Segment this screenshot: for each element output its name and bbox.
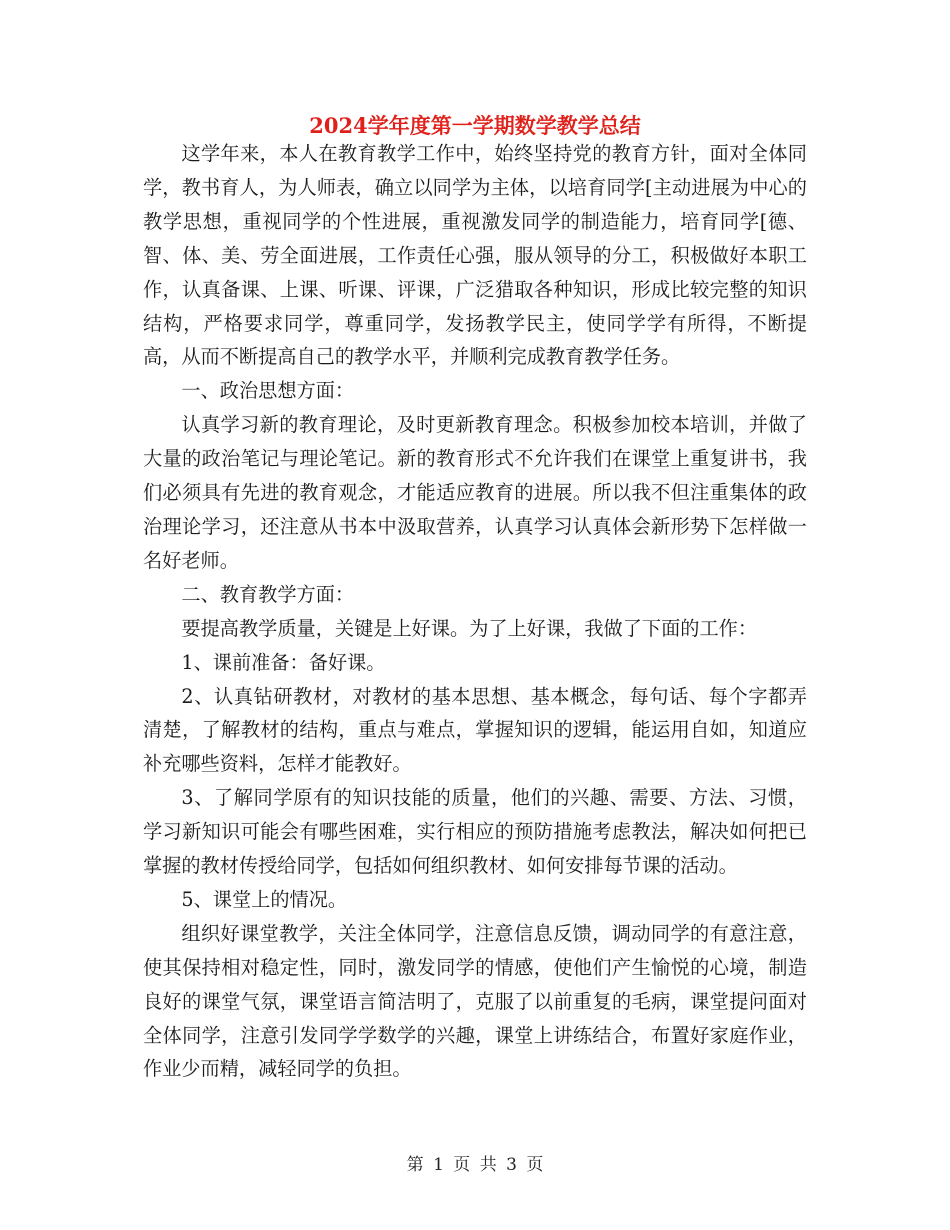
list-item-3: 3、了解同学原有的知识技能的质量，他们的兴趣、需要、方法、习惯，学习新知识可能会有哪些困难，实行相应的预防措施考虑教法，解决如何把已掌握的教材传授给同学，包括如何组织教材、如何安排每节课的活动。 [143, 786, 807, 878]
paragraph-politics: 认真学习新的教育理论，及时更新教育理念。积极参加校本培训，并做了大量的政治笔记与理论笔记。新的教育形式不允许我们在课堂上重复讲书，我们必须具有先进的教育观念，才能适应教育的进展。所以我不但注重集体的政治理论学习，还注意从书本中汲取营养，认真学习认真体会新形势下怎样做一名好老师。 [143, 413, 807, 572]
list-item-1: 1、课前准备：备好课。 [181, 650, 386, 674]
section-heading-politics: 一、政治思想方面： [181, 379, 355, 403]
paragraph-classroom: 组织好课堂教学，关注全体同学，注意信息反馈，调动同学的有意注意，使其保持相对稳定性，同时，激发同学的情感，使他们产生愉悦的心境，制造良好的课堂气氛，课堂语言简洁明了，克服了以前重复的毛病，课堂提问面对全体同学，注意引发同学学数学的兴趣，课堂上讲练结合，布置好家庭作业，作业少而精，减轻同学的负担。 [143, 921, 807, 1081]
page-footer: 第 1 页 共 3 页 [406, 1155, 544, 1175]
list-item-2: 2、认真钻研教材，对教材的基本思想、基本概念，每句话、每个字都弄清楚，了解教材的结构，重点与难点，掌握知识的逻辑，能运用自如，知道应补充哪些资料，怎样才能教好。 [143, 684, 807, 776]
paragraph-intro: 这学年来，本人在教育教学工作中，始终坚持党的教育方针，面对全体同学，教书育人，为人师表，确立以同学为主体，以培育同学[主动进展为中心的教学思想，重视同学的个性进展，重视激发同学的制造能力，培育同学[德、智、体、美、劳全面进展，工作责任心强，服从领导的分工，积极做好本职工作，认真备课、上课、听课、评课，广泛猎取各种知识，形成比较完整的知识结构，严格要求同学，尊重同学，发扬教学民主，使同学学有所得，不断提高，从而不断提高自己的教学水平，并顺利完成教育教学任务。 [143, 142, 807, 369]
section-heading-teaching: 二、教育教学方面： [181, 582, 355, 606]
paragraph-teaching-intro: 要提高教学质量，关键是上好课。为了上好课，我做了下面的工作： [181, 616, 758, 640]
document-body [143, 137, 807, 1086]
list-item-5: 5、课堂上的情况。 [181, 887, 348, 911]
document-title: 2024学年度第一学期数学教学总结 [309, 113, 641, 138]
